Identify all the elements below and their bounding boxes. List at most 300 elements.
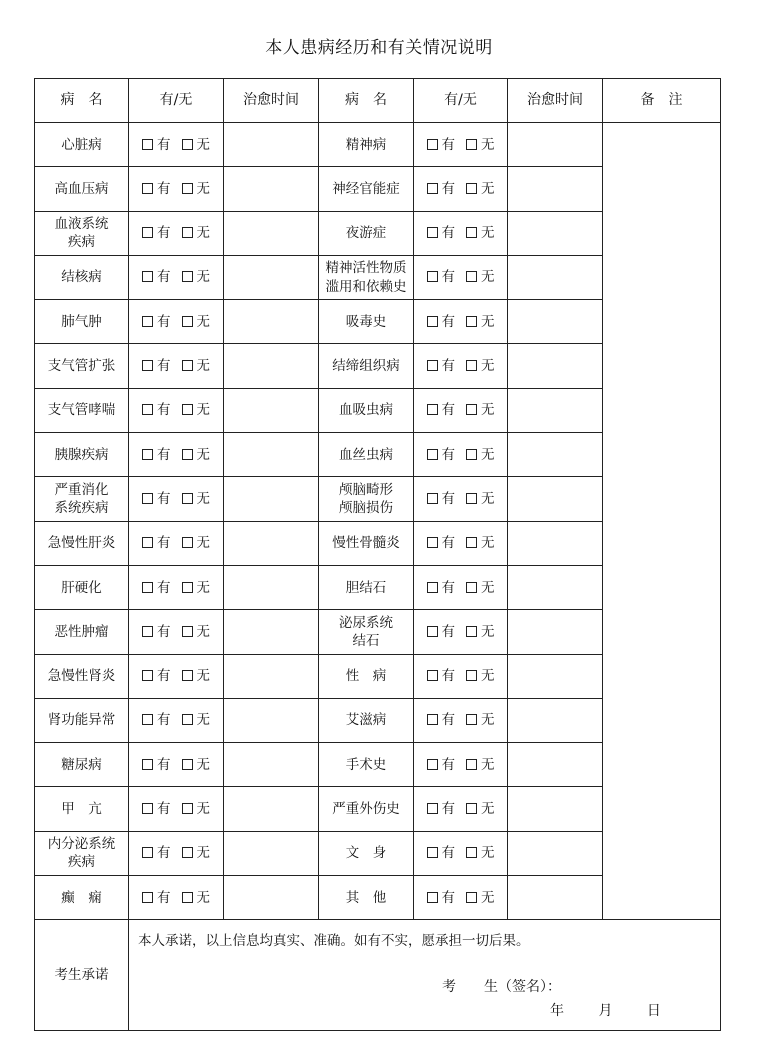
checkbox-square[interactable] (182, 227, 193, 238)
disease-name-left (35, 743, 129, 787)
checkbox-no[interactable] (466, 801, 495, 817)
checkbox-yes-label: 有 (157, 579, 171, 596)
header-cured-time-left: 治愈时间 (224, 79, 319, 123)
checkbox-square[interactable] (182, 714, 193, 725)
disease-name-text: 艾滋病 (345, 712, 387, 729)
checkbox-square[interactable] (142, 626, 153, 637)
checkbox-yes[interactable] (142, 890, 171, 906)
checkbox-no-label: 无 (481, 136, 495, 153)
checkbox-square[interactable] (466, 139, 477, 150)
cured-time-field-right[interactable] (508, 610, 603, 654)
checkbox-square[interactable] (427, 271, 438, 282)
checkbox-square[interactable] (427, 803, 438, 814)
cured-time-field-right[interactable] (508, 787, 603, 831)
disease-name-text: 慢性骨髓炎 (332, 535, 400, 552)
page-title: 本人患病经历和有关情况说明 (265, 38, 493, 58)
checkbox-no-label: 无 (481, 180, 495, 197)
checkbox-square[interactable] (427, 714, 438, 725)
checkbox-square[interactable] (142, 404, 153, 415)
checkbox-square[interactable] (466, 537, 477, 548)
disease-name-right (319, 477, 414, 521)
checkbox-yes[interactable] (142, 712, 171, 728)
checkbox-yes[interactable] (142, 580, 171, 596)
checkbox-no-label: 无 (196, 225, 210, 242)
disease-name-text: 泌尿系统 结石 (339, 614, 393, 649)
cured-time-field-left[interactable] (224, 433, 319, 477)
disease-name-right (319, 831, 414, 875)
disease-name-text: 结缔组织病 (332, 358, 400, 375)
cured-time-field-right[interactable] (508, 388, 603, 432)
checkbox-square[interactable] (182, 139, 193, 150)
checkbox-no[interactable] (182, 535, 211, 551)
checkbox-no-label: 无 (196, 136, 210, 153)
checkbox-square[interactable] (466, 803, 477, 814)
checkbox-square[interactable] (466, 449, 477, 460)
disease-name-left (35, 565, 129, 609)
disease-name-text: 结核病 (61, 269, 102, 286)
checkbox-square[interactable] (182, 449, 193, 460)
checkbox-yes[interactable] (427, 402, 456, 418)
checkbox-square[interactable] (182, 404, 193, 415)
disease-name-text: 夜游症 (345, 225, 387, 242)
cured-time-field-right[interactable] (508, 743, 603, 787)
checkbox-yes[interactable] (142, 668, 171, 684)
checkbox-square[interactable] (182, 847, 193, 858)
checkbox-square[interactable] (142, 803, 153, 814)
checkbox-no[interactable] (466, 845, 495, 861)
checkbox-square[interactable] (142, 316, 153, 327)
cured-time-field-left[interactable] (224, 787, 319, 831)
disease-name-left (35, 831, 129, 875)
checkbox-no[interactable] (466, 491, 495, 507)
checkbox-square[interactable] (182, 183, 193, 194)
checkbox-square[interactable] (466, 626, 477, 637)
checkbox-yes[interactable] (142, 801, 171, 817)
checkbox-square[interactable] (142, 582, 153, 593)
checkbox-yes[interactable] (427, 358, 456, 374)
checkbox-yes-label: 有 (157, 313, 171, 330)
checkbox-yes-label: 有 (157, 800, 171, 817)
checkbox-no[interactable] (182, 314, 211, 330)
checkbox-no-label: 无 (196, 313, 210, 330)
checkbox-no[interactable] (182, 624, 211, 640)
checkbox-square[interactable] (142, 183, 153, 194)
checkbox-square[interactable] (427, 449, 438, 460)
checkbox-no-label: 无 (481, 225, 495, 242)
checkbox-yes-label: 有 (441, 756, 455, 773)
checkbox-yes-label: 有 (441, 180, 455, 197)
checkbox-no-label: 无 (196, 180, 210, 197)
has-checkbox-group-left (129, 433, 224, 477)
medical-history-table (34, 78, 721, 1031)
checkbox-square[interactable] (142, 714, 153, 725)
checkbox-no[interactable] (182, 137, 211, 153)
cured-time-field-left[interactable] (224, 610, 319, 654)
cured-time-field-left[interactable] (224, 565, 319, 609)
checkbox-no-label: 无 (481, 269, 495, 286)
checkbox-no[interactable] (466, 269, 495, 285)
checkbox-square[interactable] (142, 449, 153, 460)
checkbox-no-label: 无 (196, 623, 210, 640)
checkbox-yes[interactable] (427, 269, 456, 285)
checkbox-yes[interactable] (142, 447, 171, 463)
disease-name-right (319, 521, 414, 565)
checkbox-square[interactable] (142, 759, 153, 770)
checkbox-no[interactable] (466, 757, 495, 773)
checkbox-no[interactable] (466, 225, 495, 241)
checkbox-square[interactable] (466, 714, 477, 725)
checkbox-yes[interactable] (142, 314, 171, 330)
checkbox-square[interactable] (427, 316, 438, 327)
disease-name-text: 急慢性肾炎 (47, 668, 116, 685)
checkbox-yes[interactable] (427, 491, 456, 507)
cured-time-field-right[interactable] (508, 654, 603, 698)
cured-time-field-right[interactable] (508, 521, 603, 565)
cured-time-field-right[interactable] (508, 255, 603, 299)
has-checkbox-group-right (414, 255, 508, 299)
checkbox-no[interactable] (466, 580, 495, 596)
checkbox-no-label: 无 (481, 490, 495, 507)
checkbox-no[interactable] (466, 668, 495, 684)
has-checkbox-group-left (129, 344, 224, 388)
pledge-section (35, 920, 721, 1031)
cured-time-field-left[interactable] (224, 477, 319, 521)
checkbox-square[interactable] (427, 626, 438, 637)
cured-time-field-right[interactable] (508, 433, 603, 477)
cured-time-field-left[interactable] (224, 831, 319, 875)
checkbox-yes-label: 有 (157, 845, 171, 862)
checkbox-no[interactable] (182, 668, 211, 684)
checkbox-no[interactable] (182, 890, 211, 906)
checkbox-square[interactable] (142, 493, 153, 504)
checkbox-square[interactable] (466, 493, 477, 504)
checkbox-no-label: 无 (196, 402, 210, 419)
checkbox-square[interactable] (466, 670, 477, 681)
has-checkbox-group-right (414, 654, 508, 698)
checkbox-yes[interactable] (427, 225, 456, 241)
checkbox-no-label: 无 (481, 623, 495, 640)
checkbox-square[interactable] (466, 759, 477, 770)
checkbox-yes[interactable] (142, 225, 171, 241)
checkbox-yes[interactable] (427, 624, 456, 640)
checkbox-square[interactable] (466, 271, 477, 282)
cured-time-field-left[interactable] (224, 698, 319, 742)
checkbox-yes-label: 有 (441, 712, 455, 729)
checkbox-yes-label: 有 (441, 579, 455, 596)
disease-name-right (319, 433, 414, 477)
disease-name-right (319, 388, 414, 432)
checkbox-yes[interactable] (427, 181, 456, 197)
checkbox-no[interactable] (182, 225, 211, 241)
header-disease-right: 病 名 (319, 79, 414, 123)
disease-name-text: 手术史 (345, 756, 387, 773)
cured-time-field-right[interactable] (508, 167, 603, 211)
checkbox-yes-label: 有 (441, 225, 455, 242)
checkbox-no-label: 无 (481, 845, 495, 862)
checkbox-square[interactable] (427, 892, 438, 903)
has-checkbox-group-left (129, 698, 224, 742)
disease-name-text: 精神病 (345, 136, 387, 153)
checkbox-yes[interactable] (427, 447, 456, 463)
checkbox-no[interactable] (466, 137, 495, 153)
checkbox-yes[interactable] (142, 358, 171, 374)
disease-name-right (319, 565, 414, 609)
has-checkbox-group-right (414, 743, 508, 787)
checkbox-square[interactable] (182, 759, 193, 770)
checkbox-no-label: 无 (196, 800, 210, 817)
checkbox-no-label: 无 (481, 579, 495, 596)
disease-name-text: 文 身 (345, 845, 387, 862)
checkbox-yes-label: 有 (441, 402, 455, 419)
checkbox-yes[interactable] (142, 757, 171, 773)
checkbox-no-label: 无 (481, 800, 495, 817)
checkbox-no-label: 无 (481, 535, 495, 552)
has-checkbox-group-right (414, 521, 508, 565)
checkbox-no-label: 无 (196, 756, 210, 773)
checkbox-no-label: 无 (481, 889, 495, 906)
disease-name-text: 严重外伤史 (332, 800, 400, 817)
checkbox-no[interactable] (466, 624, 495, 640)
checkbox-square[interactable] (466, 316, 477, 327)
checkbox-no-label: 无 (196, 490, 210, 507)
cured-time-field-left[interactable] (224, 344, 319, 388)
cured-time-field-right[interactable] (508, 698, 603, 742)
cured-time-field-right[interactable] (508, 123, 603, 167)
disease-name-left (35, 344, 129, 388)
cured-time-field-left[interactable] (224, 743, 319, 787)
checkbox-yes-label: 有 (441, 535, 455, 552)
checkbox-no[interactable] (466, 314, 495, 330)
checkbox-square[interactable] (427, 847, 438, 858)
has-checkbox-group-left (129, 123, 224, 167)
checkbox-no[interactable] (182, 181, 211, 197)
cured-time-field-right[interactable] (508, 300, 603, 344)
cured-time-field-right[interactable] (508, 876, 603, 920)
checkbox-no-label: 无 (481, 756, 495, 773)
checkbox-square[interactable] (142, 271, 153, 282)
checkbox-yes[interactable] (427, 580, 456, 596)
checkbox-square[interactable] (466, 847, 477, 858)
checkbox-square[interactable] (427, 537, 438, 548)
checkbox-square[interactable] (142, 892, 153, 903)
disease-name-text: 其 他 (345, 889, 387, 906)
cured-time-field-left[interactable] (224, 388, 319, 432)
checkbox-yes-label: 有 (157, 490, 171, 507)
checkbox-yes-label: 有 (441, 623, 455, 640)
checkbox-square[interactable] (427, 670, 438, 681)
has-checkbox-group-right (414, 344, 508, 388)
checkbox-square[interactable] (182, 360, 193, 371)
checkbox-yes[interactable] (427, 535, 456, 551)
disease-name-right (319, 300, 414, 344)
disease-name-right (319, 610, 414, 654)
checkbox-yes[interactable] (142, 624, 171, 640)
checkbox-yes[interactable] (142, 181, 171, 197)
checkbox-yes-label: 有 (441, 136, 455, 153)
disease-name-text: 肺气肿 (61, 313, 102, 330)
checkbox-square[interactable] (142, 227, 153, 238)
checkbox-no[interactable] (182, 712, 211, 728)
checkbox-yes-label: 有 (157, 756, 171, 773)
checkbox-square[interactable] (466, 892, 477, 903)
checkbox-yes[interactable] (142, 845, 171, 861)
cured-time-field-left[interactable] (224, 521, 319, 565)
checkbox-yes[interactable] (427, 668, 456, 684)
checkbox-yes[interactable] (427, 757, 456, 773)
checkbox-square[interactable] (182, 626, 193, 637)
has-checkbox-group-right (414, 831, 508, 875)
has-checkbox-group-left (129, 610, 224, 654)
checkbox-no-label: 无 (196, 358, 210, 375)
checkbox-yes[interactable] (427, 801, 456, 817)
has-checkbox-group-left (129, 167, 224, 211)
checkbox-square[interactable] (182, 316, 193, 327)
checkbox-square[interactable] (182, 493, 193, 504)
checkbox-square[interactable] (142, 139, 153, 150)
checkbox-square[interactable] (182, 271, 193, 282)
checkbox-square[interactable] (427, 139, 438, 150)
disease-name-text: 肾功能异常 (47, 712, 116, 729)
checkbox-yes-label: 有 (441, 800, 455, 817)
checkbox-yes-label: 有 (157, 623, 171, 640)
disease-name-text: 高血压病 (54, 180, 109, 197)
checkbox-square[interactable] (427, 360, 438, 371)
disease-name-text: 糖尿病 (61, 756, 102, 773)
date-month-label: 月 (598, 1003, 613, 1020)
pledge-label: 考生承诺 (35, 920, 129, 1031)
disease-name-text: 甲 亢 (61, 800, 102, 817)
checkbox-square[interactable] (466, 360, 477, 371)
disease-name-text: 血液系统 疾病 (54, 216, 109, 251)
checkbox-square[interactable] (182, 803, 193, 814)
checkbox-square[interactable] (466, 183, 477, 194)
cured-time-field-left[interactable] (224, 300, 319, 344)
checkbox-no-label: 无 (196, 535, 210, 552)
checkbox-yes[interactable] (427, 890, 456, 906)
checkbox-no[interactable] (182, 491, 211, 507)
checkbox-square[interactable] (427, 493, 438, 504)
disease-name-text: 血吸虫病 (339, 402, 393, 419)
remark-field[interactable] (603, 123, 721, 920)
checkbox-yes[interactable] (142, 137, 171, 153)
has-checkbox-group-left (129, 787, 224, 831)
checkbox-square[interactable] (142, 360, 153, 371)
has-checkbox-group-left (129, 300, 224, 344)
has-checkbox-group-left (129, 255, 224, 299)
checkbox-square[interactable] (142, 670, 153, 681)
cured-time-field-right[interactable] (508, 344, 603, 388)
checkbox-square[interactable] (466, 582, 477, 593)
cured-time-field-right[interactable] (508, 831, 603, 875)
disease-name-right (319, 654, 414, 698)
checkbox-yes-label: 有 (157, 712, 171, 729)
checkbox-yes[interactable] (427, 712, 456, 728)
cured-time-field-right[interactable] (508, 211, 603, 255)
checkbox-no[interactable] (182, 402, 211, 418)
checkbox-square[interactable] (466, 227, 477, 238)
checkbox-yes[interactable] (427, 845, 456, 861)
has-checkbox-group-right (414, 167, 508, 211)
disease-name-right (319, 167, 414, 211)
checkbox-square[interactable] (427, 582, 438, 593)
checkbox-square[interactable] (427, 404, 438, 415)
checkbox-yes[interactable] (142, 535, 171, 551)
checkbox-yes[interactable] (142, 491, 171, 507)
disease-name-left (35, 521, 129, 565)
disease-name-text: 肝硬化 (61, 579, 102, 596)
table-row (35, 123, 721, 167)
checkbox-square[interactable] (427, 183, 438, 194)
cured-time-field-right[interactable] (508, 565, 603, 609)
disease-name-left (35, 255, 129, 299)
cured-time-field-left[interactable] (224, 211, 319, 255)
disease-name-left (35, 300, 129, 344)
cured-time-field-left[interactable] (224, 255, 319, 299)
disease-name-left (35, 388, 129, 432)
checkbox-no[interactable] (466, 712, 495, 728)
disease-name-text: 内分泌系统 疾病 (47, 836, 116, 871)
checkbox-yes[interactable] (142, 402, 171, 418)
checkbox-no[interactable] (466, 447, 495, 463)
checkbox-no-label: 无 (481, 712, 495, 729)
checkbox-square[interactable] (182, 537, 193, 548)
checkbox-no[interactable] (182, 447, 211, 463)
checkbox-no[interactable] (182, 757, 211, 773)
disease-name-right (319, 787, 414, 831)
checkbox-square[interactable] (142, 537, 153, 548)
disease-name-text: 血丝虫病 (339, 446, 393, 463)
disease-name-text: 恶性肿瘤 (54, 623, 109, 640)
checkbox-no[interactable] (466, 890, 495, 906)
checkbox-square[interactable] (182, 670, 193, 681)
checkbox-yes-label: 有 (157, 358, 171, 375)
checkbox-no[interactable] (182, 801, 211, 817)
checkbox-yes[interactable] (142, 269, 171, 285)
checkbox-no[interactable] (466, 181, 495, 197)
checkbox-no[interactable] (466, 535, 495, 551)
checkbox-yes-label: 有 (157, 535, 171, 552)
checkbox-square[interactable] (182, 582, 193, 593)
checkbox-square[interactable] (142, 847, 153, 858)
checkbox-no[interactable] (182, 269, 211, 285)
cured-time-field-left[interactable] (224, 123, 319, 167)
checkbox-no[interactable] (466, 402, 495, 418)
checkbox-yes[interactable] (427, 137, 456, 153)
cured-time-field-right[interactable] (508, 477, 603, 521)
checkbox-no[interactable] (182, 358, 211, 374)
checkbox-no[interactable] (466, 358, 495, 374)
checkbox-square[interactable] (182, 892, 193, 903)
checkbox-no[interactable] (182, 580, 211, 596)
checkbox-square[interactable] (427, 227, 438, 238)
has-checkbox-group-right (414, 433, 508, 477)
disease-name-text: 吸毒史 (345, 313, 387, 330)
header-disease-left: 病 名 (35, 79, 129, 123)
cured-time-field-left[interactable] (224, 654, 319, 698)
checkbox-no-label: 无 (481, 668, 495, 685)
checkbox-square[interactable] (427, 759, 438, 770)
checkbox-yes-label: 有 (157, 402, 171, 419)
checkbox-square[interactable] (466, 404, 477, 415)
cured-time-field-left[interactable] (224, 876, 319, 920)
disease-name-left (35, 167, 129, 211)
cured-time-field-left[interactable] (224, 167, 319, 211)
has-checkbox-group-left (129, 477, 224, 521)
disease-name-right (319, 698, 414, 742)
checkbox-yes[interactable] (427, 314, 456, 330)
checkbox-no[interactable] (182, 845, 211, 861)
checkbox-no-label: 无 (481, 402, 495, 419)
